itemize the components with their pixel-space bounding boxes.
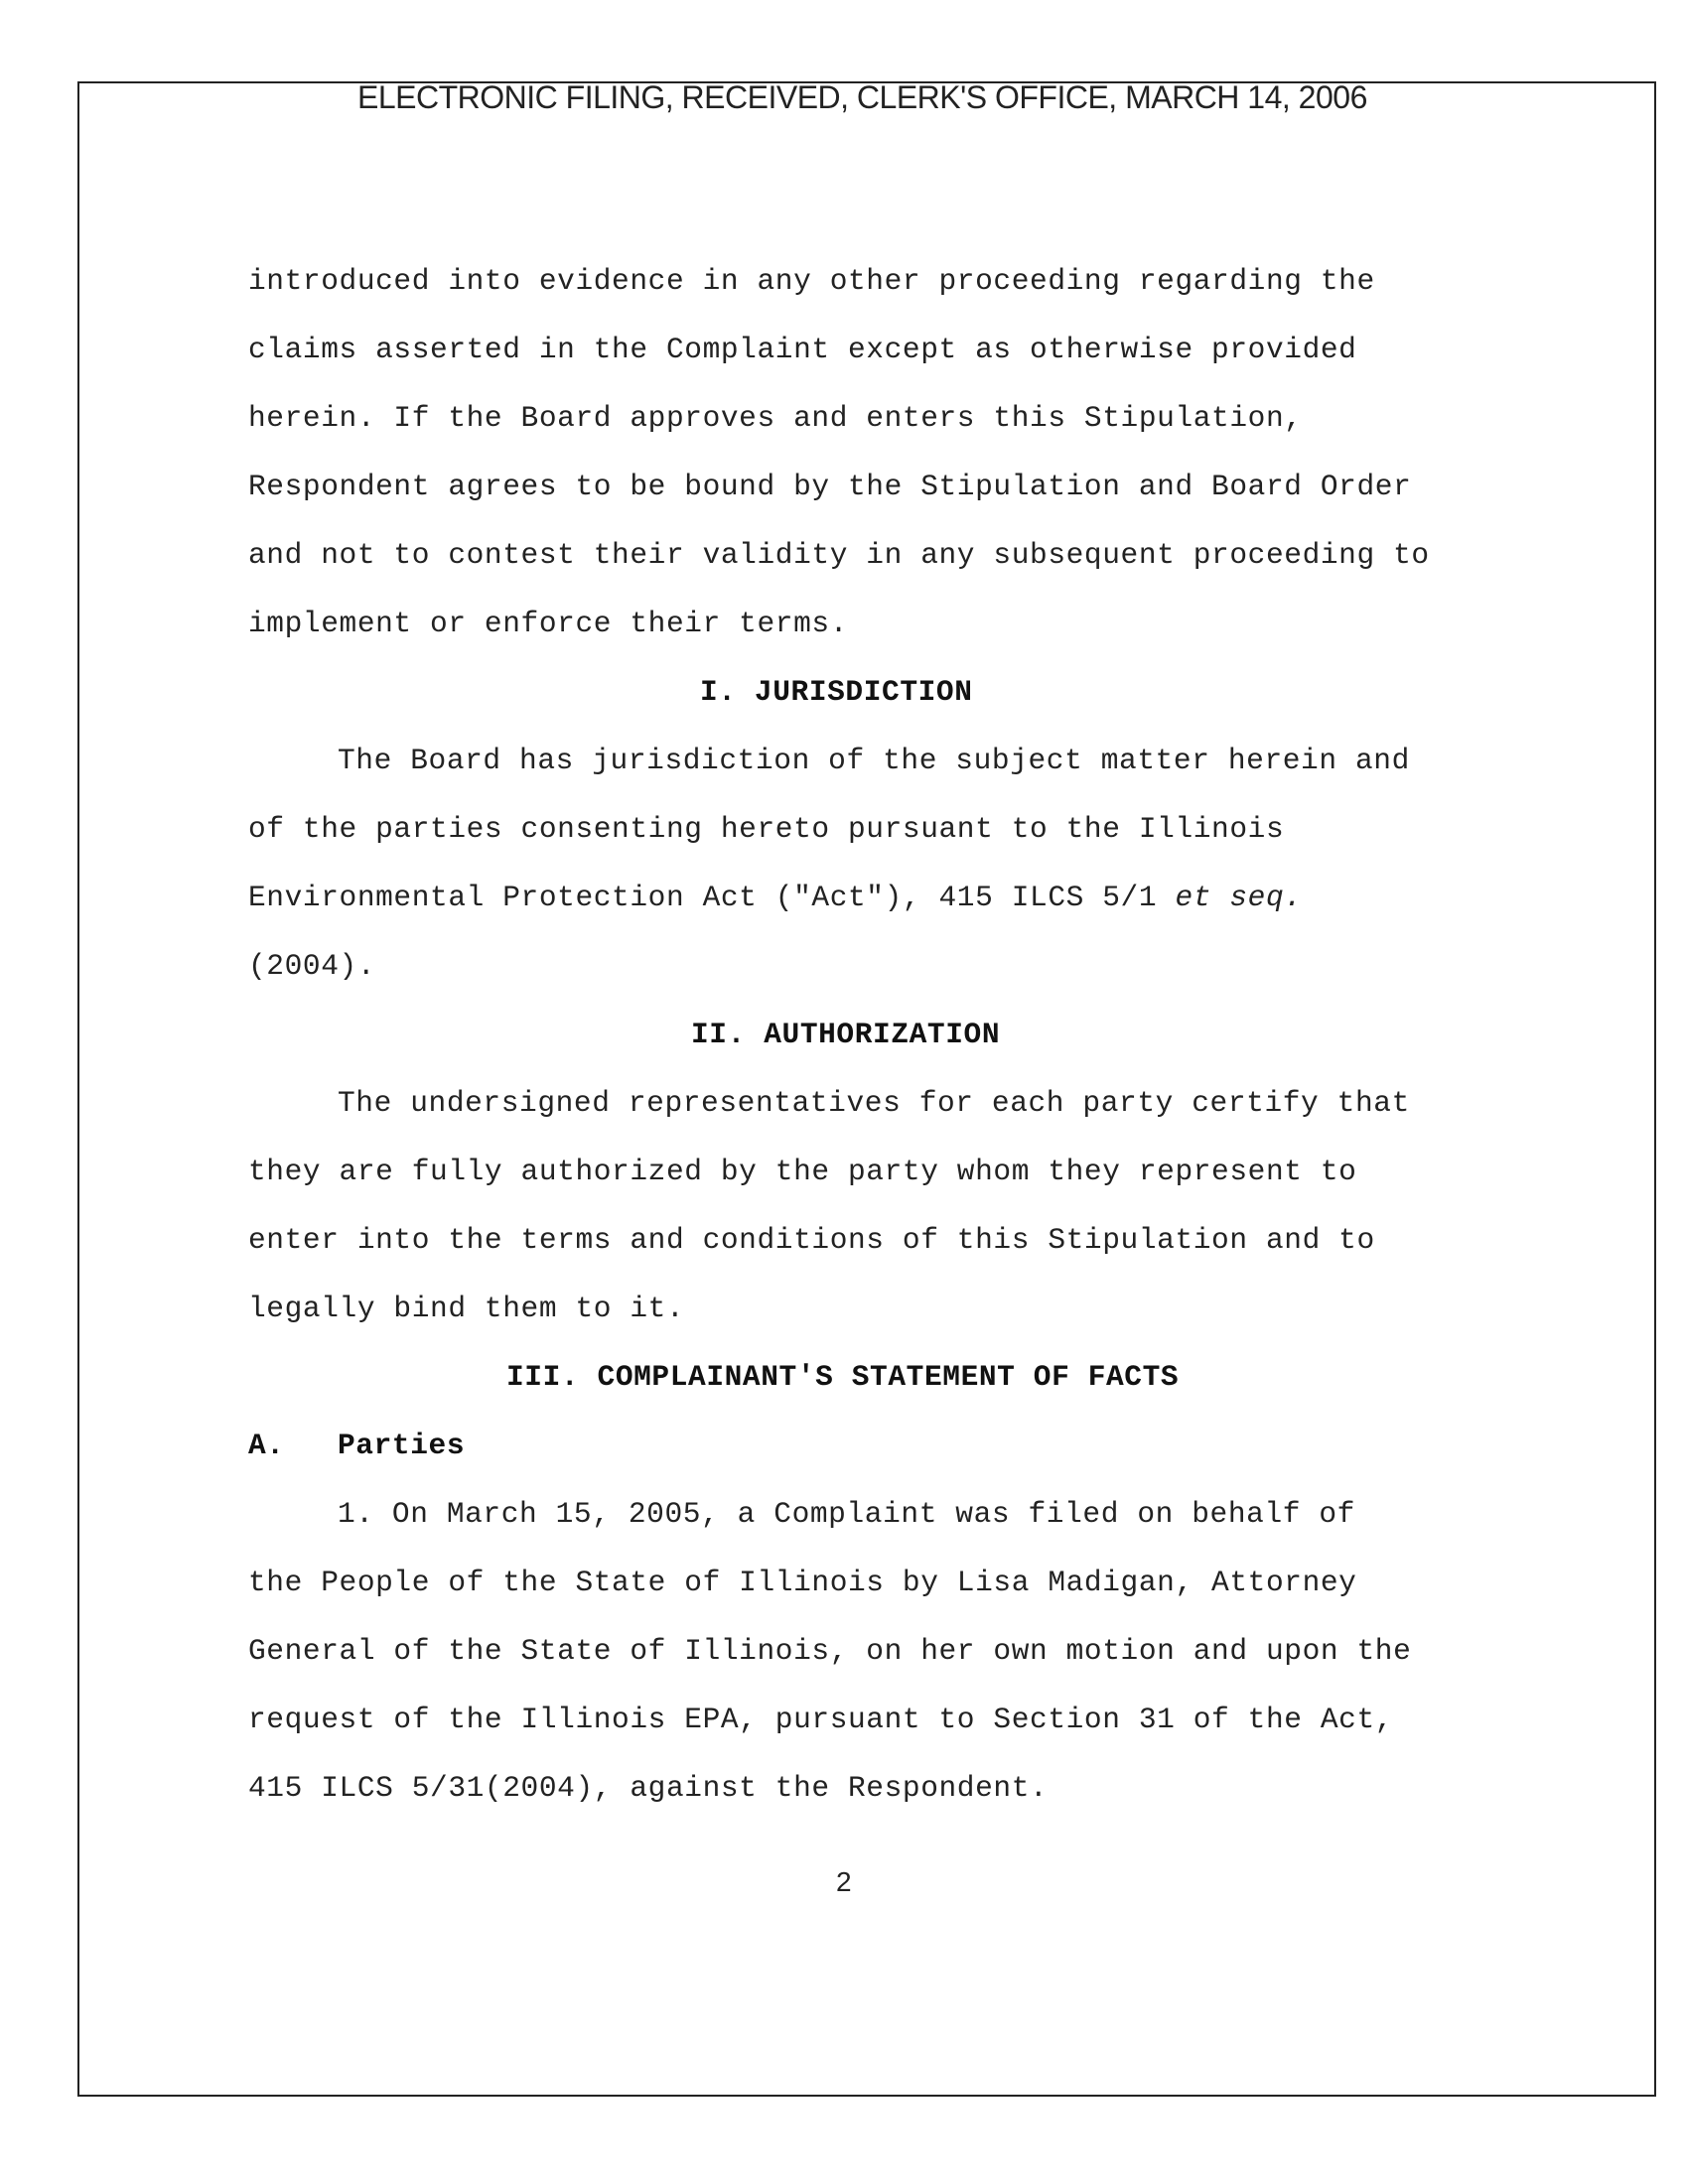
- facts-line: General of the State of Illinois, on her own motion and upon the: [248, 1634, 1412, 1668]
- facts-line: 415 ILCS 5/31(2004), against the Respondent.: [248, 1771, 1049, 1805]
- page-number: 2: [836, 1866, 852, 1897]
- subheading-letter: A.: [248, 1429, 285, 1462]
- heading-statement-of-facts: III. COMPLAINANT'S STATEMENT OF FACTS: [506, 1360, 1180, 1394]
- intro-line: Respondent agrees to be bound by the Stipulation and Board Order: [248, 470, 1412, 503]
- heading-jurisdiction: I. JURISDICTION: [700, 675, 973, 709]
- intro-line: implement or enforce their terms.: [248, 607, 848, 640]
- facts-line: request of the Illinois EPA, pursuant to Section 31 of the Act,: [248, 1703, 1394, 1736]
- jurisdiction-line: The Board has jurisdiction of the subject matter herein and: [338, 744, 1410, 777]
- jurisdiction-line: of the parties consenting hereto pursuant to the Illinois: [248, 812, 1285, 846]
- jurisdiction-line: [248, 881, 1303, 914]
- jurisdiction-line-text: Environmental Protection Act ("Act"), 415 ILCS 5/1: [248, 881, 1176, 914]
- intro-line: claims asserted in the Complaint except as otherwise provided: [248, 333, 1357, 366]
- jurisdiction-line: (2004).: [248, 949, 376, 983]
- authorization-line: legally bind them to it.: [248, 1292, 685, 1325]
- intro-line: and not to contest their validity in any subsequent proceeding to: [248, 538, 1430, 572]
- authorization-line: The undersigned representatives for each party certify that: [338, 1086, 1410, 1120]
- facts-line: 1. On March 15, 2005, a Complaint was filed on behalf of: [338, 1497, 1355, 1531]
- authorization-line: enter into the terms and conditions of this Stipulation and to: [248, 1223, 1375, 1257]
- et-seq-italic: et seq.: [1175, 881, 1303, 914]
- facts-line: the People of the State of Illinois by Lisa Madigan, Attorney: [248, 1566, 1357, 1599]
- intro-line: introduced into evidence in any other proceeding regarding the: [248, 264, 1375, 298]
- subheading-parties: Parties: [338, 1429, 466, 1462]
- filing-stamp: ELECTRONIC FILING, RECEIVED, CLERK'S OFFICE, MARCH 14, 2006: [357, 79, 1367, 115]
- heading-authorization: II. AUTHORIZATION: [691, 1018, 1001, 1051]
- intro-line: herein. If the Board approves and enters this Stipulation,: [248, 401, 1303, 435]
- authorization-line: they are fully authorized by the party whom they represent to: [248, 1155, 1357, 1188]
